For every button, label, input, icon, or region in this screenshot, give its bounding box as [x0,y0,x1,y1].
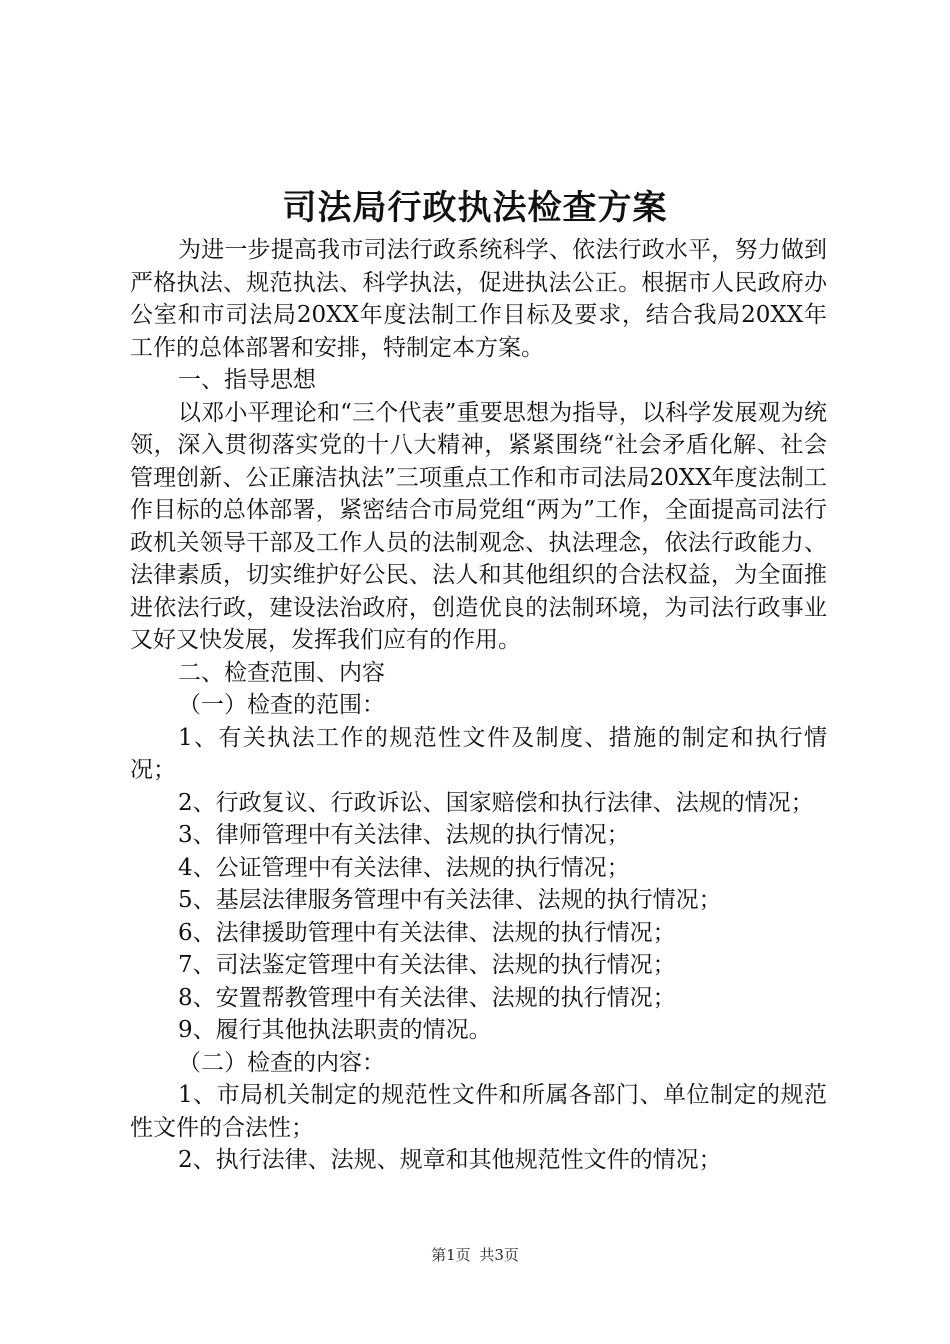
list-item: 1、有关执法工作的规范性文件及制度、措施的制定和执行情况； [130,724,827,783]
document-body [130,234,827,1177]
document-title: 司法局行政执法检查方案 [282,188,668,228]
list-item: 5、基层法律服务管理中有关法律、法规的执行情况； [178,887,722,913]
list-item: 8、安置帮教管理中有关法律、法规的执行情况； [178,984,676,1011]
section-heading-2: 二、检查范围、内容 [178,659,385,686]
section-heading-1: 一、指导思想 [178,367,316,393]
page-footer [0,1243,950,1267]
list-item: 6、法律援助管理中有关法律、法规的执行情况； [178,919,676,946]
paragraph-guiding-thought: 以邓小平理论和“三个代表”重要思想为指导，以科学发展观为统领，深入贯彻落实党的十八大精神，紧紧围绕“社会矛盾化解、社会管理创新、公正廉洁执法”三项重点工作和市司法局20XX年度法制工作目标的总体部署，紧密结合市局党组“两为”工作，全面提高司法行政机关领导干部及工作人员的法制观念、执法理念，依法行政能力、法律素质，切实维护好公民、法人和其他组织的合法权益，为全面推进依法行政，建设法治政府，创造优良的法制环境，为司法行政事业又好又快发展，发挥我们应有的作用。 [130,399,827,653]
list-item: 9、履行其他执法职责的情况。 [178,1017,492,1043]
subsection-heading-content: （二）检查的内容： [178,1049,385,1076]
page-number: 第1页 [431,1246,471,1264]
paragraph-intro: 为进一步提高我市司法行政系统科学、依法行政水平，努力做到严格执法、规范执法、科学执法，促进执法公正。根据市人民政府办公室和市司法局20XX年度法制工作目标及要求，结合我局20XX年工作的总体部署和安排，特制定本方案。 [130,237,827,361]
list-item: 1、市局机关制定的规范性文件和所属各部门、单位制定的规范性文件的合法性； [130,1082,827,1141]
list-item: 2、执行法律、法规、规章和其他规范性文件的情况； [178,1147,722,1173]
list-item: 3、律师管理中有关法律、法规的执行情况； [178,822,630,848]
list-item: 2、行政复议、行政诉讼、国家赔偿和执行法律、法规的情况； [178,789,814,816]
list-item: 7、司法鉴定管理中有关法律、法规的执行情况； [178,952,676,978]
subsection-heading-scope: （一）检查的范围： [178,692,385,718]
list-item: 4、公证管理中有关法律、法规的执行情况； [178,854,630,881]
page-total: 共3页 [479,1246,519,1264]
